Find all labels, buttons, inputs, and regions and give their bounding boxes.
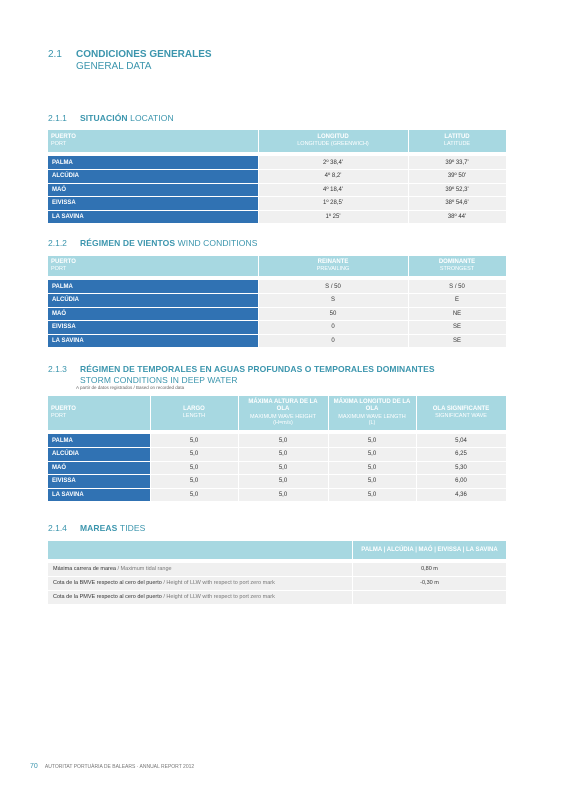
table-row <box>48 563 506 576</box>
section-title: CONDICIONES GENERALES <box>76 49 212 60</box>
tides-title-es: MAREAS <box>80 523 118 533</box>
footer-org: AUTORITAT PORTUÀRIA DE BALEARS <box>44 764 136 770</box>
section-number: 2.1 <box>48 49 62 60</box>
location-header-port: PUERTO PORT <box>48 130 258 152</box>
location-table <box>48 130 507 224</box>
table-row: LA SAVINA 1º 25' 38º 44' <box>48 210 506 224</box>
storm-table <box>48 396 507 502</box>
wind-section-title <box>80 238 258 248</box>
tide-row-label: Máxima carrera de marea / Maximum tidal range <box>53 566 172 572</box>
tide-row-value: 0,80 m <box>352 563 506 576</box>
wind-title-es: RÉGIMEN DE VIENTOS <box>80 238 176 248</box>
table-row: PALMA 5,0 5,0 5,0 5,04 <box>48 434 506 448</box>
tide-row-label: Cota de la PMVE respecto al cero del puerto / Height of LLW with respect to port zero mark <box>53 594 275 600</box>
page-footer <box>30 763 194 770</box>
tides-section-title <box>80 523 145 533</box>
storm-section-number: 2.1.3 <box>48 364 67 374</box>
page-number: 70 <box>30 763 38 770</box>
wind-table <box>48 256 507 348</box>
table-row <box>48 591 506 604</box>
table-row: EIVISSA 5,0 5,0 5,0 6,00 <box>48 475 506 489</box>
tide-row-value: -0,30 m <box>352 577 506 590</box>
table-row: PALMA 2º 38,4' 39º 33,7' <box>48 156 506 170</box>
tides-section-number: 2.1.4 <box>48 523 67 533</box>
storm-header-length: LARGO LENGTH <box>150 396 238 430</box>
table-row: ALCÚDIA S E <box>48 294 506 308</box>
footer-report: ANNUAL REPORT 2012 <box>139 764 195 770</box>
storm-section-subtitle: STORM CONDITIONS IN DEEP WATER <box>80 375 238 385</box>
footer-separator: · <box>136 764 139 770</box>
tides-title-en: TIDES <box>119 523 146 533</box>
location-section-title <box>80 113 174 123</box>
table-row: EIVISSA 0 SE <box>48 321 506 335</box>
storm-header-max-height: MÁXIMA ALTURA DE LA OLA MAXIMUM WAVE HEIGHT (H=m/s) <box>238 396 328 430</box>
table-row: ALCÚDIA 5,0 5,0 5,0 6,25 <box>48 448 506 462</box>
wind-header-prevailing: REINANTE PREVAILING <box>258 256 408 276</box>
location-header-longitude: LONGITUD LONGITUDE (GREENWICH) <box>258 130 408 152</box>
storm-section-title: RÉGIMEN DE TEMPORALES EN AGUAS PROFUNDAS O TEMPORALES DOMINANTES <box>80 364 435 374</box>
table-row: MAÓ 50 NE <box>48 307 506 321</box>
tide-row-value <box>352 591 506 604</box>
table-row <box>48 577 506 590</box>
tide-row-label: Cota de la BMVE respecto al cero del puerto / Height of LLW with respect to port zero mark <box>53 580 275 586</box>
location-title-es: SITUACIÓN <box>80 113 128 123</box>
table-row: PALMA S / 50 S / 50 <box>48 280 506 294</box>
table-row: LA SAVINA 0 SE <box>48 334 506 348</box>
storm-header-max-length: MÁXIMA LONGITUD DE LA OLA MAXIMUM WAVE LENGTH (L) <box>328 396 416 430</box>
wind-section-number: 2.1.2 <box>48 238 67 248</box>
location-title-en: LOCATION <box>130 113 174 123</box>
storm-note: A partir de datos registrados / Based on recorded data <box>76 385 185 390</box>
location-section-number: 2.1.1 <box>48 113 67 123</box>
wind-header-port: PUERTO PORT <box>48 256 258 276</box>
table-row: MAÓ 5,0 5,0 5,0 5,30 <box>48 461 506 475</box>
location-header-latitude: LATITUD LATITUDE <box>408 130 506 152</box>
table-row: ALCÚDIA 4º 8,2' 39º 50' <box>48 170 506 184</box>
wind-header-strongest: DOMINANTE STRONGEST <box>408 256 506 276</box>
tides-table-header <box>48 541 506 559</box>
wind-title-en: WIND CONDITIONS <box>177 238 258 248</box>
table-row: LA SAVINA 5,0 5,0 5,0 4,36 <box>48 488 506 502</box>
storm-header-port: PUERTO PORT <box>48 396 150 430</box>
section-subtitle: GENERAL DATA <box>76 61 152 72</box>
storm-header-significant: OLA SIGNIFICANTE SIGNIFICANT WAVE <box>416 396 506 430</box>
table-row: MAÓ 4º 18,4' 39º 52,3' <box>48 183 506 197</box>
tides-header-ports: PALMA | ALCÚDIA | MAÓ | EIVISSA | LA SAVINA <box>352 541 506 559</box>
table-row: EIVISSA 1º 28,5' 38º 54,6' <box>48 197 506 211</box>
